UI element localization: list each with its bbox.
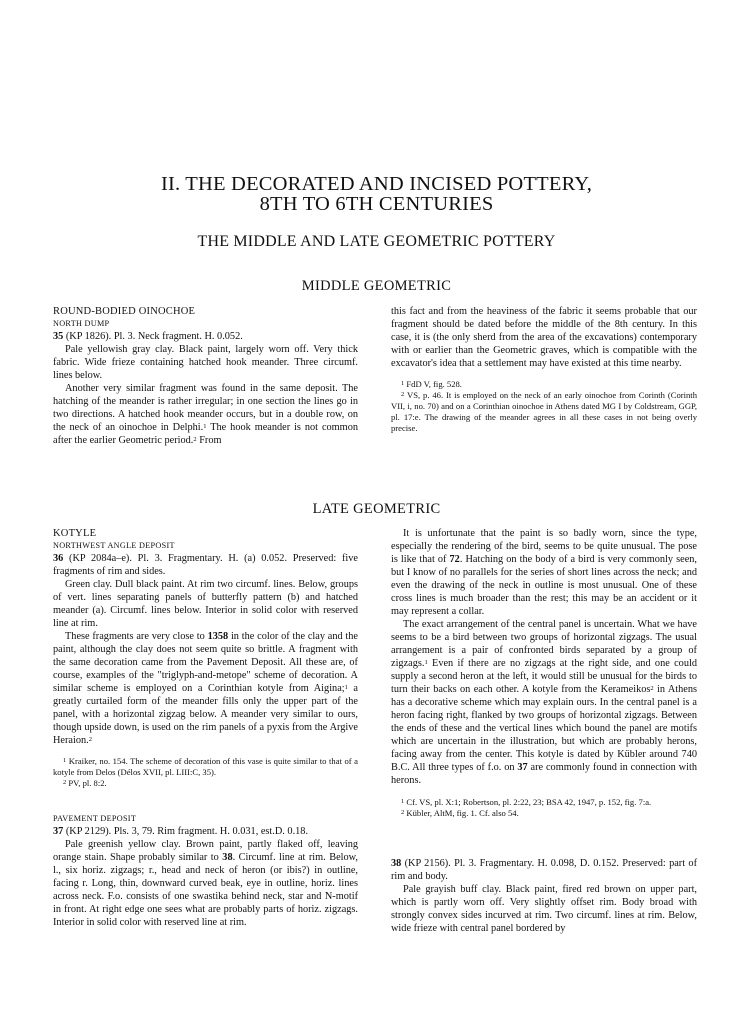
catalogue-number: 37 [53,826,64,837]
lg-discussion-37: It is unfortunate that the paint is so badly worn, since the type, especially the rendering of the bird, seems to be quite unusual. The pose is like that of 72. Hatching on the body of a bird is very commonly seen, but I know of no parallels for the series of short lines across the neck; and even the drawing of the neck in outline is most unusual. One of these cross lines is much broader than the rest; this may be an accident or it may represent a collar. [391,528,697,617]
mg-description: Pale yellowish gray clay. Black paint, largely worn off. Very thick fabric. Wide frieze containing hatched hook meander. Three circumf. lines below. [53,344,358,381]
lg-right-column [391,527,697,935]
footnote-ref: 1 [203,423,207,430]
footnote-2: $^2$ VS, p. 46. It is employed on the neck of an early oinochoe from Corinth (Corinth VII, i, no. 70) and on a Corinthian oinochoe in Athens dated MG I by Coldstream, GGP, pl. 17:e. The drawing of the meander agrees in all these cases in not being overly precise. [391,390,697,433]
heading-middle-geometric: MIDDLE GEOMETRIC [301,278,452,294]
heading-late-geometric: LATE GEOMETRIC [312,501,441,517]
footnote-ref: 1 [344,684,348,691]
footnote-ref: 2 [193,436,197,443]
mg-location: NORTH DUMP [53,319,110,328]
lg-location: NORTHWEST ANGLE DEPOSIT [53,541,175,550]
mg-right-column [391,305,697,434]
section-subtitle: THE MIDDLE AND LATE GEOMETRIC POTTERY [197,233,556,250]
footnote-ref: 1 [424,659,428,666]
footnote-1: $^1$ Cf. VS, pl. X:1; Robertson, pl. 2:22, 23; BSA 42, 1947, p. 152, fig. 7:a. [401,797,652,807]
catalogue-number: 38 [391,858,402,869]
chapter-title-line2: 8TH TO 6TH CENTURIES [259,193,494,215]
mg-continuation: this fact and from the heaviness of the fabric it seems probable that our fragment should be dated before the middle of the 8th century. In this case, it is (the only sherd from the area of the excavations) contemporary with or earlier than the Geometric graves, which is compatible with the excavator's idea that a settlement may have existed at this time nearby. [391,306,697,369]
lg-entry-37: 37 (KP 2129). Pls. 3, 79. Rim fragment. H. 0.031, est.D. 0.18. [53,826,309,837]
lg-subheading: KOTYLE [53,528,97,539]
catalogue-number: 35 [53,331,64,342]
mg-left-column [53,305,358,447]
mg-footnotes [391,379,697,434]
footnote-1: $^1$ Kraiker, no. 154. The scheme of decoration of this vase is quite similar to that of a kotyle from Delos (Délos XVII, pl. LIII:C, 35). [53,756,358,777]
mg-subheading: ROUND-BODIED OINOCHOE [53,306,196,317]
chapter-title-line1: II. THE DECORATED AND INCISED POTTERY, [160,173,593,195]
lg-left-footnotes [53,756,358,789]
footnote-2: $^2$ PV, pl. 8:2. [63,778,107,788]
lg-right-footnotes [391,797,697,819]
footnote-2: $^2$ Kübler, AltM, fig. 1. Cf. also 54. [401,808,519,818]
footnote-ref: 2 [650,685,654,692]
lg-description-37: Pale greenish yellow clay. Brown paint, partly flaked off, leaving orange stain. Shape probably similar to 38. Circumf. line at rim. Below, l., six horiz. zigzags; r., head and neck of heron (or ibis?) in outline, facing r. Long, thin, downward curved beak, eye in outline, horiz. lines across neck. F.o. consists of one swastika behind neck, star and N-motif in front. At right edge one sees what are probably parts of horiz. zigzags. Interior in solid color with reserved line at rim. [53,839,358,928]
lg-left-column [53,527,358,929]
lg-discussion-36: These fragments are very close to 1358 in the color of the clay and the paint, although the clay does not seem quite so brittle. A fragment with the same decoration came from the Pavement Deposit. All these are, of course, examples of the "triglyph-and-metope" scheme of decoration. A similar scheme is employed on a Corinthian kotyle from Aigina;$^1$ a greatly curtailed form of the meander fills only the upper part of the panel, with a horizontal zigzag below. A meander very similar to ours, though upside down, is used on the rim panels of a pyxis from the Argive Heraion.$^2$ [53,631,358,746]
lg-description-36: Green clay. Dull black paint. At rim two circumf. lines. Below, groups of vert. lines separating panels of butterfly pattern (b) and hatched meander (a). Circumf. lines below. Interior in solid color with reserved line at rim. [53,579,358,629]
catalogue-number: 36 [53,553,64,564]
lg-discussion-37b: The exact arrangement of the central panel is uncertain. What we have seems to be a bird between two groups of horizontal zigzags. The usual arrangement is a pair of confronted birds separated by a group of zigzags.$^1$ Even if there are no zigzags at the right side, and one could supply a second heron at the left, it would still be unusual for the birds to turn their backs on each other. A kotyle from the Kerameikos$^2$ in Athens has a decorative scheme which may explain ours. In the central panel is a heron facing right, flanked by two groups of horizontal zigzags. Between the ends of these and the vertical lines which bound the panel are motifs which are uncertain in the illustration, but which are probably herons, facing away from the center. This kotyle is dated by Kübler around 740 B.C. All three types of f.o. on 37 are commonly found in connection with herons. [391,619,698,786]
mg-discussion: Another very similar fragment was found in the same deposit. The hatching of the meander is rather irregular; in one section the lines go in two directions. A hatched hook meander occurs, but in a double row, on the neck of an oinochoe in Delphi.$^1$ The hook meander is not common after the earlier Geometric period.$^2$ From [53,383,358,446]
mg-entry-35: 35 (KP 1826). Pl. 3. Neck fragment. H. 0.052. [53,331,243,342]
footnote-1: $^1$ FdD V, fig. 528. [401,379,462,389]
lg-location-2: PAVEMENT DEPOSIT [53,814,137,823]
footnote-ref: 2 [88,736,92,743]
lg-entry-38: 38 (KP 2156). Pl. 3. Fragmentary. H. 0.098, D. 0.152. Preserved: part of rim and body. [391,858,697,882]
lg-entry-36: 36 (KP 2084a–e). Pl. 3. Fragmentary. H. (a) 0.052. Preserved: five fragments of rim and sides. [53,553,358,577]
lg-description-38: Pale grayish buff clay. Black paint, fired red brown on upper part, which is partly worn off. Very slightly offset rim. Body broad with strongly convex sides incurved at rim. Two circumf. lines at rim. Below, wide frieze with central panel bordered by [391,884,697,934]
